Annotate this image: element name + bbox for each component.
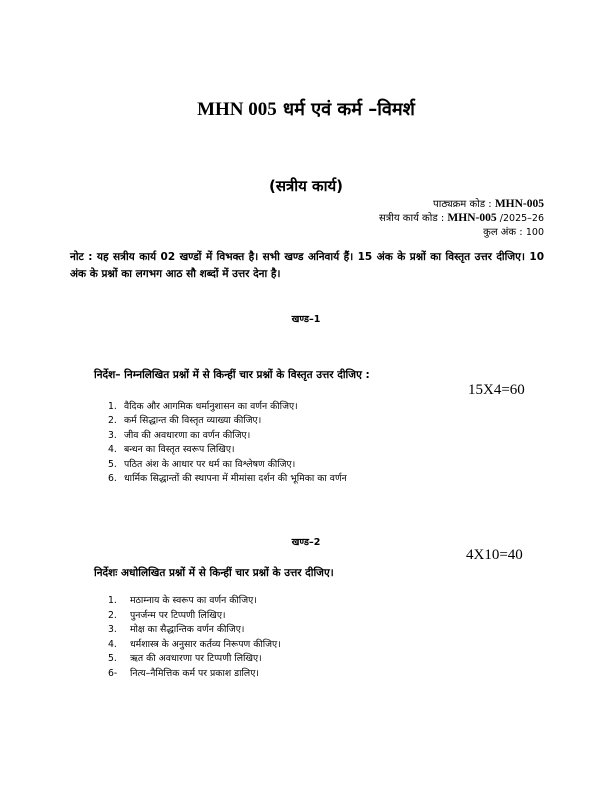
document-title [0,97,612,121]
total-marks-label: कुल अंक : [483,227,523,238]
section-2-instruction: निर्देशः अधोलिखित प्रश्नों में से किन्हीं चार प्रश्नों के उत्तर दीजिए। [94,567,334,579]
course-code-heading: MHN 005 [197,99,277,120]
list-item: 6. धार्मिक सिद्धान्तों की स्थापना में मीमांसा दर्शन की भूमिका का वर्णन [108,473,347,485]
list-item: 1. मठाम्नाय के स्वरूप का वर्णन कीजिए। [108,595,257,606]
total-marks-line [483,224,544,238]
course-code-label: पाठ्यक्रम कोड : [433,199,492,210]
assignment-code-label: सत्रीय कार्य कोड : [378,213,445,224]
list-item: 4. बन्धन का विस्तृत स्वरूप लिखिए। [108,444,235,456]
list-item: 1. वैदिक और आगमिक धर्मानुशासन का वर्णन कीजिए। [108,401,298,412]
section-2-title: खण्ड–2 [291,537,321,548]
assignment-code-line [379,210,544,224]
list-item: 2. कर्म सिद्धान्त की विस्तृत व्याख्या कीजिए। [108,415,262,427]
assignment-year: /2025–26 [499,213,544,224]
section-1-question-list [108,400,347,486]
section-1-instruction: निर्देश– निम्नलिखित प्रश्नों में से किन्हीं चार प्रश्नों के विस्तृत उत्तर दीजिए : [94,369,370,381]
list-item: 3. जीव की अवधारणा का वर्णन कीजिए। [108,429,251,441]
section-2-marks: 4X10=40 [466,547,523,563]
course-code-line [433,196,544,210]
list-item: 3. मोक्ष का सैद्धान्तिक वर्णन कीजिए। [108,624,245,636]
list-item: 2. पुनर्जन्म पर टिप्पणी लिखिए। [108,609,226,621]
section-2-question-list [108,594,281,682]
total-marks-value: 100 [525,227,544,238]
document-subtitle: (सत्रीय कार्य) [268,177,344,195]
list-item: 5. पठित अंश के आधार पर धर्म का विश्लेषण कीजिए। [108,458,296,470]
list-item: 6- नित्य–नैमित्तिक कर्म पर प्रकाश डालिए। [108,667,259,679]
course-code-value: MHN-005 [494,198,544,210]
section-1-marks: 15X4=60 [468,382,525,398]
assignment-code-value: MHN-005 [447,212,497,224]
list-item: 4. धर्मशास्त्र के अनुसार कर्तव्य निरूपण कीजिए। [108,638,281,650]
course-title: धर्म एवं कर्म –विमर्श [283,99,415,120]
section-1-title: खण्ड–1 [291,314,321,325]
instructions-note: नोट : यह सत्रीय कार्य 02 खण्डों में विभक्त है। सभी खण्ड अनिवार्य हैं। 15 अंक के प्रश्नों का विस्तृत उत्तर दीजिए। 10 अंक के प्रश्नों का लगभग आठ सौ शब्दों में उत्तर देना है। [70,251,544,280]
list-item: 5. ऋत की अवधारणा पर टिप्पणी लिखिए। [108,653,262,665]
